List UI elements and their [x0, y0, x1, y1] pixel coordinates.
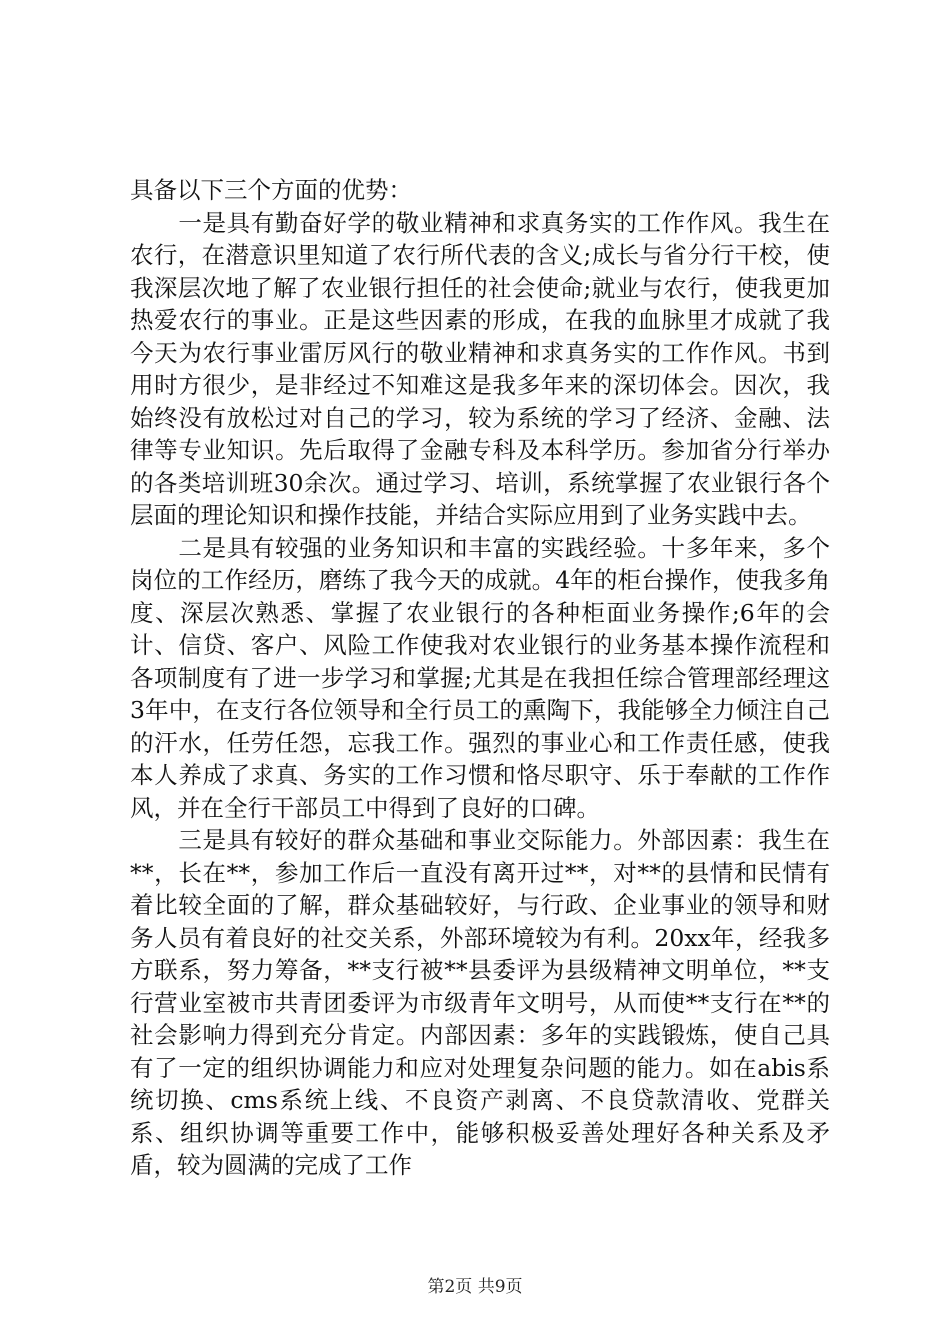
- paragraph-intro: 具备以下三个方面的优势：: [130, 176, 412, 204]
- paragraph-second-advantage: 二是具有较强的业务知识和丰富的实践经验。十多年来，多个岗位的工作经历，磨练了我今天的成就。4年的柜台操作，使我多角度、深层次熟悉、掌握了农业银行的各种柜面业务操作;6年的会计、信贷、客户、风险工作使我对农业银行的业务基本操作流程和各项制度有了进一步学习和掌握;尤其是在我担任综合管理部经理这3年中，在支行各位领导和全行员工的熏陶下，我能够全力倾注自己的汗水，任劳任怨，忘我工作。强烈的事业心和工作责任感，使我本人养成了求真、务实的工作习惯和恪尽职守、乐于奉献的工作作风，并在全行干部员工中得到了良好的口碑。: [130, 533, 830, 822]
- paragraph-third-advantage: 三是具有较好的群众基础和事业交际能力。外部因素：我生在**，长在**，参加工作后一直没有离开过**，对**的县情和民情有着比较全面的了解，群众基础较好，与行政、企业事业的领导和财务人员有着良好的社交关系，外部环境较为有利。20xx年，经我多方联系，努力筹备，**支行被**县委评为县级精神文明单位，**支行营业室被市共青团委评为市级青年文明号，从而使**支行在**的社会影响力得到充分肯定。内部因素：多年的实践锻炼，使自己具有了一定的组织协调能力和应对处理复杂问题的能力。如在abis系统切换、cms系统上线、不良资产剥离、不良贷款清收、党群关系、组织协调等重要工作中，能够积极妥善处理好各种关系及矛盾，较为圆满的完成了工作: [130, 826, 830, 1179]
- paragraph-first-advantage: 一是具有勤奋好学的敬业精神和求真务实的工作作风。我生在农行，在潜意识里知道了农行所代表的含义;成长与省分行干校，使我深层次地了解了农业银行担任的社会使命;就业与农行，使我更加热爱农行的事业。正是这些因素的形成，在我的血脉里才成就了我今天为农行事业雷厉风行的敬业精神和求真务实的工作作风。书到用时方很少，是非经过不知难这是我多年来的深切体会。因次，我始终没有放松过对自己的学习，较为系统的学习了经济、金融、法律等专业知识。先后取得了金融专科及本科学历。参加省分行举办的各类培训班30余次。通过学习、培训，系统掌握了农业银行各个层面的理论知识和操作技能，并结合实际应用到了业务实践中去。: [130, 208, 830, 529]
- body-text: [130, 174, 830, 1182]
- page-number-footer: 第2页 共9页: [427, 1277, 523, 1297]
